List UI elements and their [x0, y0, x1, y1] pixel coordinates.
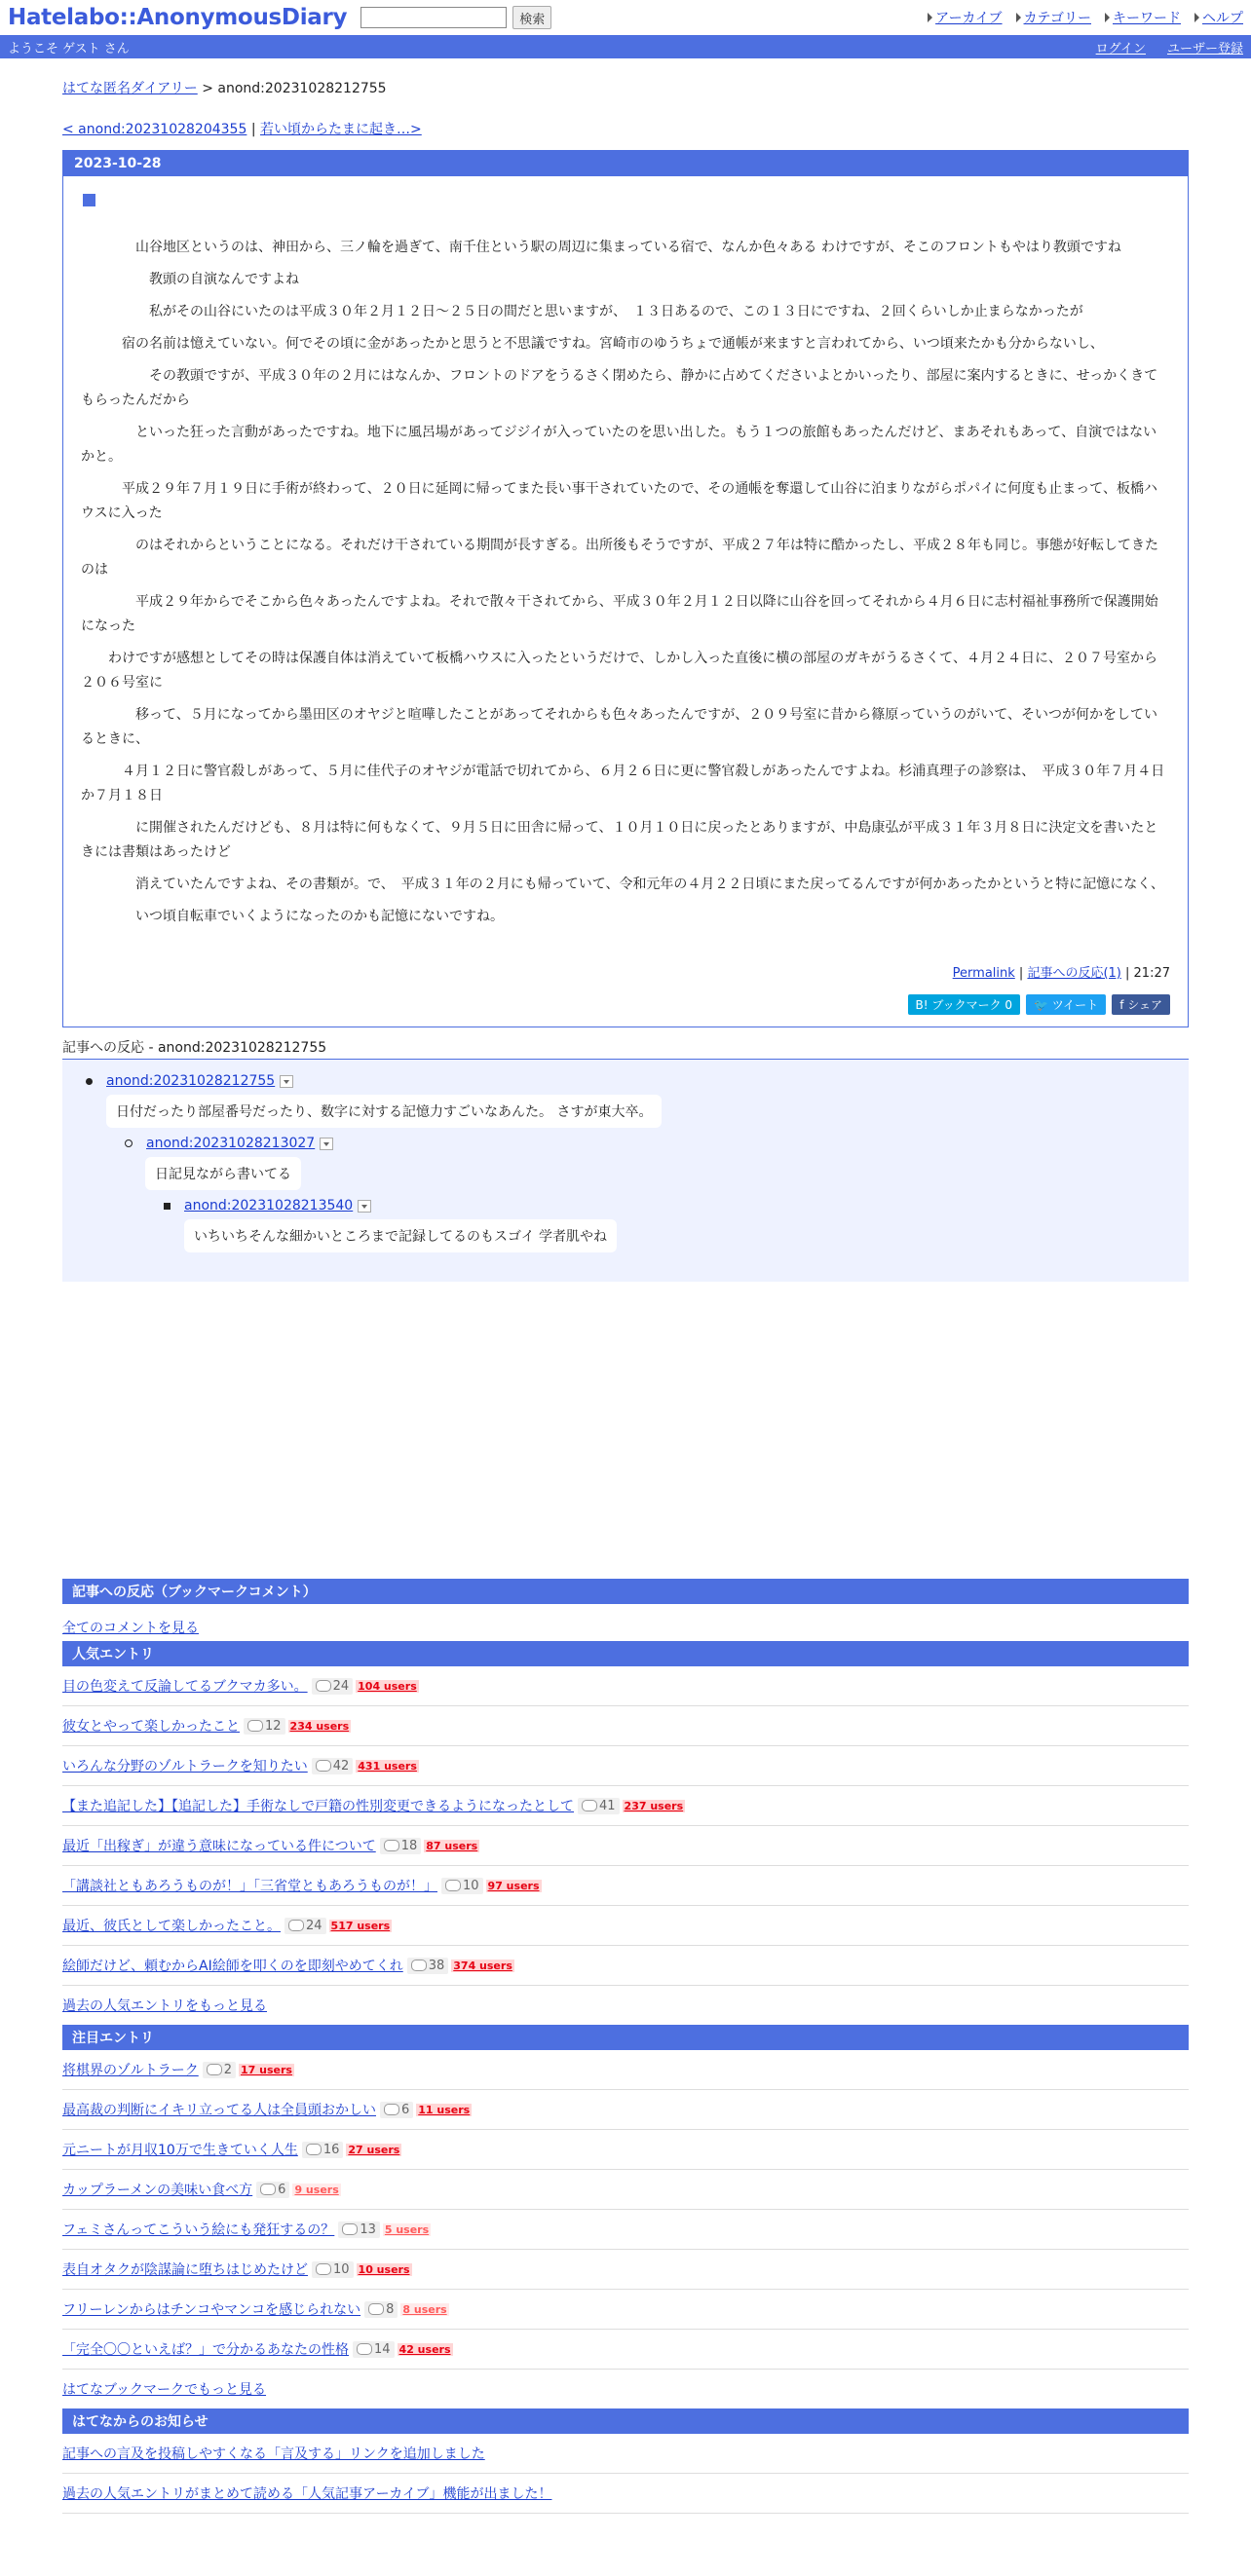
breadcrumb-separator: >	[197, 81, 218, 96]
users-badge[interactable]: 87 users	[426, 1839, 478, 1852]
comment-count-value: 12	[265, 1718, 282, 1734]
users-badge[interactable]: 374 users	[453, 1959, 512, 1972]
ad-space	[62, 1282, 1189, 1579]
nav-archive[interactable]	[928, 8, 1002, 27]
nav-keyword-link[interactable]: キーワード	[1113, 11, 1181, 26]
users-badge[interactable]: 17 users	[241, 2063, 292, 2076]
search-button[interactable]: 検索	[512, 6, 551, 29]
reactions-link[interactable]: 記事への反応(1)	[1027, 966, 1121, 981]
dropdown-icon[interactable]	[358, 1200, 371, 1213]
comment-count[interactable]	[578, 1798, 620, 1814]
list-item	[62, 2050, 1189, 2090]
popular-entries-header: 人気エントリ	[62, 1641, 1189, 1666]
speech-bubble-icon	[384, 2104, 399, 2115]
notice-item	[62, 2474, 1189, 2514]
notice-link[interactable]: 記事への言及を投稿しやすくなる「言及する」リンクを追加しました	[62, 2446, 485, 2462]
list-item	[62, 1786, 1189, 1826]
reaction-id-link[interactable]: anond:20231028213027	[146, 1136, 316, 1151]
bullet-disc-icon	[86, 1078, 93, 1085]
comment-count[interactable]	[302, 2142, 344, 2158]
reaction-id-link[interactable]: anond:20231028212755	[106, 1073, 276, 1089]
entry-paragraph: 移って、５月になってから墨田区のオヤジと喧嘩したことがあってそれからも色々あったんですが、２０９号室に昔から篠原っていうのがいて、そいつが何かをしているときに、	[81, 707, 1158, 747]
speech-bubble-icon	[207, 2064, 222, 2075]
users-badge[interactable]: 234 users	[289, 1719, 350, 1733]
entry-paragraph: 消えていたんですよね、その書類が。で、 平成３１年の２月にも帰っていて、令和元年の４月２２日頃にまた戻ってるんですが何かあったかというと特に記憶になく、	[81, 877, 1165, 892]
comment-count[interactable]	[380, 2102, 413, 2118]
entry-title-link[interactable]: 最近、彼氏として楽しかったこと。	[62, 1919, 281, 1934]
entry-title-link[interactable]: 絵師だけど、頼むからAI絵師を叩くのを即刻やめてくれ	[62, 1959, 403, 1974]
list-item	[62, 1826, 1189, 1866]
entry-paragraph: のはそれからということになる。それだけ干されている期間が長すぎる。出所後もそうですが、平成２７年は特に酷かったし、平成２８年も同じ。事態が好転してきたのは	[81, 538, 1158, 578]
popular-more-link[interactable]: 過去の人気エントリをもっと見る	[62, 1998, 267, 2014]
comment-count[interactable]	[380, 1838, 422, 1854]
comment-count[interactable]	[312, 1678, 354, 1695]
list-item	[62, 2170, 1189, 2210]
featured-more-link[interactable]: はてなブックマークでもっと見る	[62, 2382, 267, 2398]
entry-paragraph: 教頭の自演なんですよね	[81, 272, 299, 287]
users-badge[interactable]: 10 users	[358, 2262, 410, 2276]
speech-bubble-icon	[247, 1720, 263, 1732]
bullet-circle-icon	[125, 1139, 133, 1147]
list-item	[62, 2250, 1189, 2290]
popular-more-row	[62, 1986, 1189, 2025]
speech-bubble-icon	[306, 2144, 322, 2155]
nav-category[interactable]	[1016, 8, 1091, 27]
notice-link[interactable]: 過去の人気エントリがまとめて読める「人気記事アーカイブ」機能が出ました！	[62, 2486, 552, 2502]
speech-bubble-icon	[582, 1800, 597, 1811]
users-badge[interactable]: 11 users	[418, 2103, 471, 2116]
comment-count-value: 10	[463, 1878, 479, 1893]
entry-title-link[interactable]: フェミさんってこういう絵にも発狂するの？	[62, 2222, 335, 2238]
list-item	[62, 2210, 1189, 2250]
site-logo[interactable]: Hatelabo::AnonymousDiary	[8, 5, 348, 30]
reaction-text: いちいちそんな細かいところまで記録してるのもスゴイ 学者肌やね	[184, 1219, 617, 1252]
tweet-button[interactable]	[1026, 994, 1106, 1015]
reaction-text: 日記見ながら書いてる	[145, 1157, 301, 1190]
comment-count-value: 42	[332, 1758, 350, 1773]
comment-count-value: 2	[223, 2062, 233, 2077]
entry-title-link[interactable]: 目の色変えて反論してるブクマカ多い。	[62, 1679, 308, 1695]
entry-paragraph: 平成２９年からでそこから色々あったんですよね。それで散々干されてから、平成３０年２月１２日以降に山谷を回ってそれから４月６日に志村福祉事務所で保護開始になった	[81, 594, 1158, 634]
comment-count-value: 13	[360, 2221, 376, 2237]
reactions-tree	[62, 1060, 1189, 1282]
comment-count-value: 38	[428, 1958, 445, 1973]
users-badge[interactable]: 237 users	[624, 1799, 684, 1812]
entry-title-link[interactable]: いろんな分野のゾルトラークを知りたい	[62, 1759, 308, 1774]
breadcrumb-current: anond:20231028212755	[217, 81, 387, 96]
bookmark-all-row	[62, 1604, 1189, 1641]
comment-count-value: 24	[306, 1918, 322, 1933]
speech-bubble-icon	[260, 2184, 276, 2195]
reaction-item	[62, 1136, 1189, 1190]
entry-title-link[interactable]: フリーレンからはチンコやマンコを感じられない	[62, 2302, 361, 2318]
entry-paragraph: ４月１２日に警官殺しがあって、５月に佳代子のオヤジが電話で切れてから、６月２６日に更に警官殺しがあったんですよね。杉浦真理子の診察は、 平成３０年７月４日か７月１８日	[81, 764, 1165, 803]
bookmark-comments-header: 記事への反応（ブックマークコメント）	[62, 1579, 1189, 1604]
comment-count-value: 10	[333, 2261, 350, 2277]
notice-item	[62, 2434, 1189, 2474]
entry-paragraph: 私がその山谷にいたのは平成３０年２月１２日〜２５日の間だと思いますが、 １３日あるので、この１３日にですね、２回くらいしか止まらなかったが	[81, 304, 1083, 319]
search-form	[360, 6, 551, 29]
twitter-bird-icon: 🐦	[1034, 998, 1052, 1012]
entry-title-link[interactable]: 【また追記した】【追記した】手術なしで戸籍の性別変更できるようになったとして	[62, 1799, 574, 1814]
comment-count[interactable]	[338, 2221, 380, 2238]
users-badge[interactable]: 8 users	[402, 2302, 447, 2316]
speech-bubble-icon	[445, 1880, 461, 1891]
entry-title-link[interactable]: 「講談社ともあろうものが！」「三省堂ともあろうものが！」	[62, 1879, 437, 1894]
entry-title-link[interactable]: 「完全〇〇といえば？」で分かるあなたの性格	[62, 2342, 349, 2358]
tweet-label: ツイート	[1051, 998, 1099, 1012]
entry-title-link[interactable]: 最近「出稼ぎ」が違う意味になっている件について	[62, 1839, 376, 1854]
top-nav	[928, 8, 1243, 27]
list-item	[62, 1906, 1189, 1946]
speech-bubble-icon	[384, 1840, 399, 1851]
chevron-right-icon	[928, 13, 932, 22]
entry-time: 21:27	[1133, 966, 1170, 981]
prev-next-nav	[62, 119, 1189, 138]
facebook-share-label: シェア	[1127, 998, 1162, 1012]
users-badge[interactable]: 97 users	[487, 1879, 540, 1892]
comment-count[interactable]	[407, 1958, 449, 1974]
comment-count-value: 41	[599, 1798, 616, 1813]
comment-count-value: 24	[332, 1678, 350, 1694]
comment-count[interactable]	[312, 2261, 354, 2278]
entry-title-link[interactable]: カップラーメンの美味い食べ方	[62, 2183, 253, 2198]
reaction-id-link[interactable]: anond:20231028213540	[184, 1198, 354, 1213]
chevron-right-icon	[1105, 13, 1110, 22]
comment-count[interactable]	[353, 2341, 395, 2358]
site-header	[0, 0, 1251, 35]
nav-help-link[interactable]: ヘルプ	[1202, 11, 1243, 26]
users-badge[interactable]: 431 users	[358, 1759, 417, 1773]
list-item	[62, 2290, 1189, 2330]
reaction-text: 日付だったり部屋番号だったり、数字に対する記憶力すごいなあんた。 さすが東大卒。	[106, 1095, 662, 1128]
speech-bubble-icon	[288, 1920, 304, 1931]
entry-paragraph: 平成２９年７月１９日に手術が終わって、２０日に延岡に帰ってまた長い事干されていたので、その通帳を奪還して山谷に泊まりながらポパイに何度も止まって、板橋ハウスに入った	[81, 481, 1158, 521]
breadcrumb-home[interactable]: はてな匿名ダイアリー	[62, 81, 198, 96]
chevron-right-icon	[1194, 13, 1199, 22]
chevron-right-icon	[1016, 13, 1021, 22]
entry-meta: Permalink | 記事への反応(1) | 21:27	[952, 966, 1170, 981]
speech-bubble-icon	[316, 2263, 331, 2275]
nav-keyword[interactable]	[1105, 8, 1181, 27]
speech-bubble-icon	[368, 2303, 384, 2315]
speech-bubble-icon	[411, 1960, 427, 1971]
list-item	[62, 2130, 1189, 2170]
dropdown-icon[interactable]	[280, 1075, 293, 1088]
users-badge[interactable]: 42 users	[398, 2342, 451, 2356]
entry-paragraph: に開催されたんだけども、８月は特に何もなくて、９月５日に田舎に帰って、１０月１０日に戻ったとありますが、中島康弘が平成３１年３月８日に決定文を書いたときには書類はあったけど	[81, 820, 1158, 860]
breadcrumb	[62, 78, 1189, 97]
comment-count[interactable]	[284, 1918, 326, 1934]
comment-count[interactable]	[441, 1878, 483, 1894]
entry-paragraph: わけですが感想としてその時は保護自体は消えていて板橋ハウスに入ったというだけで、しかし入った直後に横の部屋のガキがうるさくて、４月２４日に、２０７号室から２０６号室に	[81, 651, 1158, 691]
diary-entry	[62, 150, 1189, 1027]
speech-bubble-icon	[357, 2343, 372, 2355]
entry-paragraph: その教頭ですが、平成３０年の２月にはなんか、フロントのドアをうるさく閉めたら、静かに占めてくださいよとかいったり、部屋に案内するときに、せっかくきてもらったんだから	[81, 368, 1158, 408]
featured-entries-header: 注目エントリ	[62, 2025, 1189, 2050]
all-comments-link[interactable]: 全てのコメントを見る	[62, 1621, 199, 1636]
comment-count[interactable]	[364, 2301, 398, 2318]
facebook-icon: f	[1119, 998, 1128, 1012]
list-item	[62, 1746, 1189, 1786]
comment-count-value: 14	[374, 2341, 391, 2357]
share-buttons	[81, 994, 1170, 1015]
login-link[interactable]: ログイン	[1095, 41, 1146, 56]
featured-entries-list	[62, 2050, 1189, 2408]
popular-entries-list	[62, 1666, 1189, 2025]
speech-bubble-icon	[316, 1680, 331, 1692]
entry-paragraph: 宿の名前は憶えていない。何でその頃に金があったかと思うと不思議ですね。宮崎市のゆうちょで通帳が来ますと言われてから、いつ頃来たかも分からないし、	[81, 336, 1104, 352]
search-input[interactable]	[360, 7, 507, 28]
entry-anchor-icon[interactable]	[83, 194, 95, 206]
welcome-bar	[0, 35, 1251, 58]
facebook-share-button[interactable]	[1112, 994, 1170, 1015]
comment-count[interactable]	[244, 1718, 285, 1735]
reaction-item	[62, 1198, 1189, 1252]
featured-more-row	[62, 2370, 1189, 2408]
comment-count[interactable]	[203, 2062, 236, 2078]
prev-next-separator: |	[246, 122, 261, 137]
list-item	[62, 2330, 1189, 2370]
entry-title-link[interactable]: 表自オタクが陰謀論に堕ちはじめたけど	[62, 2262, 308, 2278]
entry-date: 2023-10-28	[63, 151, 1188, 176]
notice-header: はてなからのお知らせ	[62, 2408, 1189, 2434]
comment-count-value: 18	[400, 1838, 418, 1853]
entry-title-link[interactable]: 彼女とやって楽しかったこと	[62, 1719, 240, 1735]
prev-entry-link[interactable]: < anond:20231028204355	[62, 122, 247, 137]
entry-body	[63, 176, 1188, 1027]
entry-title-link[interactable]: 将棋界のゾルトラーク	[62, 2063, 199, 2078]
list-item	[62, 2090, 1189, 2130]
comment-count-value: 6	[401, 2102, 410, 2117]
welcome-text: ようこそ ゲスト さん	[8, 41, 130, 56]
comment-count[interactable]	[256, 2182, 289, 2198]
comment-count-value: 8	[386, 2301, 395, 2317]
register-link[interactable]: ユーザー登録	[1166, 41, 1243, 56]
reactions-title: 記事への反応 - anond:20231028212755	[62, 1037, 1189, 1060]
entry-paragraph: といった狂った言動があったですね。地下に風呂場があってジジイが入っていたのを思い出した。もう１つの旅館もあったんだけど、まあそれもあって、自演ではないかと。	[81, 425, 1157, 465]
comment-count[interactable]	[312, 1758, 354, 1774]
speech-bubble-icon	[316, 1760, 331, 1772]
main-content	[62, 78, 1189, 2514]
users-badge[interactable]: 5 users	[384, 2222, 430, 2236]
users-badge[interactable]: 27 users	[348, 2143, 400, 2156]
next-entry-link[interactable]: 若い頃からたまに起き…>	[260, 122, 422, 137]
nav-archive-link[interactable]: アーカイブ	[935, 11, 1003, 26]
list-item	[62, 1866, 1189, 1906]
comment-count-value: 16	[322, 2142, 340, 2157]
reaction-item	[62, 1073, 1189, 1128]
list-item	[62, 1706, 1189, 1746]
nav-category-link[interactable]: カテゴリー	[1023, 11, 1091, 26]
users-badge[interactable]: 517 users	[330, 1919, 391, 1932]
list-item	[62, 1666, 1189, 1706]
speech-bubble-icon	[342, 2223, 358, 2235]
nav-help[interactable]	[1194, 8, 1243, 27]
users-badge[interactable]: 104 users	[358, 1679, 417, 1693]
entry-paragraph: いつ頃自転車でいくようになったのかも記憶にないですね。	[81, 909, 504, 924]
bullet-square-icon	[164, 1203, 171, 1210]
entry-paragraph: 山谷地区というのは、神田から、三ノ輪を過ぎて、南千住という駅の周辺に集まっている宿で、なんか色々ある わけですが、そこのフロントもやはり教頭ですね	[81, 240, 1121, 255]
permalink-link[interactable]: Permalink	[952, 966, 1015, 981]
hatena-bookmark-button[interactable]: B! ブックマーク 0	[908, 994, 1020, 1015]
entry-title-link[interactable]: 最高裁の判断にイキリ立ってる人は全員頭おかしい	[62, 2103, 376, 2118]
comment-count-value: 6	[278, 2182, 286, 2197]
users-badge[interactable]: 9 users	[294, 2183, 339, 2196]
notice-list	[62, 2434, 1189, 2514]
dropdown-icon[interactable]	[320, 1138, 333, 1150]
entry-title-link[interactable]: 元ニートが月収10万で生きていく人生	[62, 2143, 298, 2158]
list-item	[62, 1946, 1189, 1986]
